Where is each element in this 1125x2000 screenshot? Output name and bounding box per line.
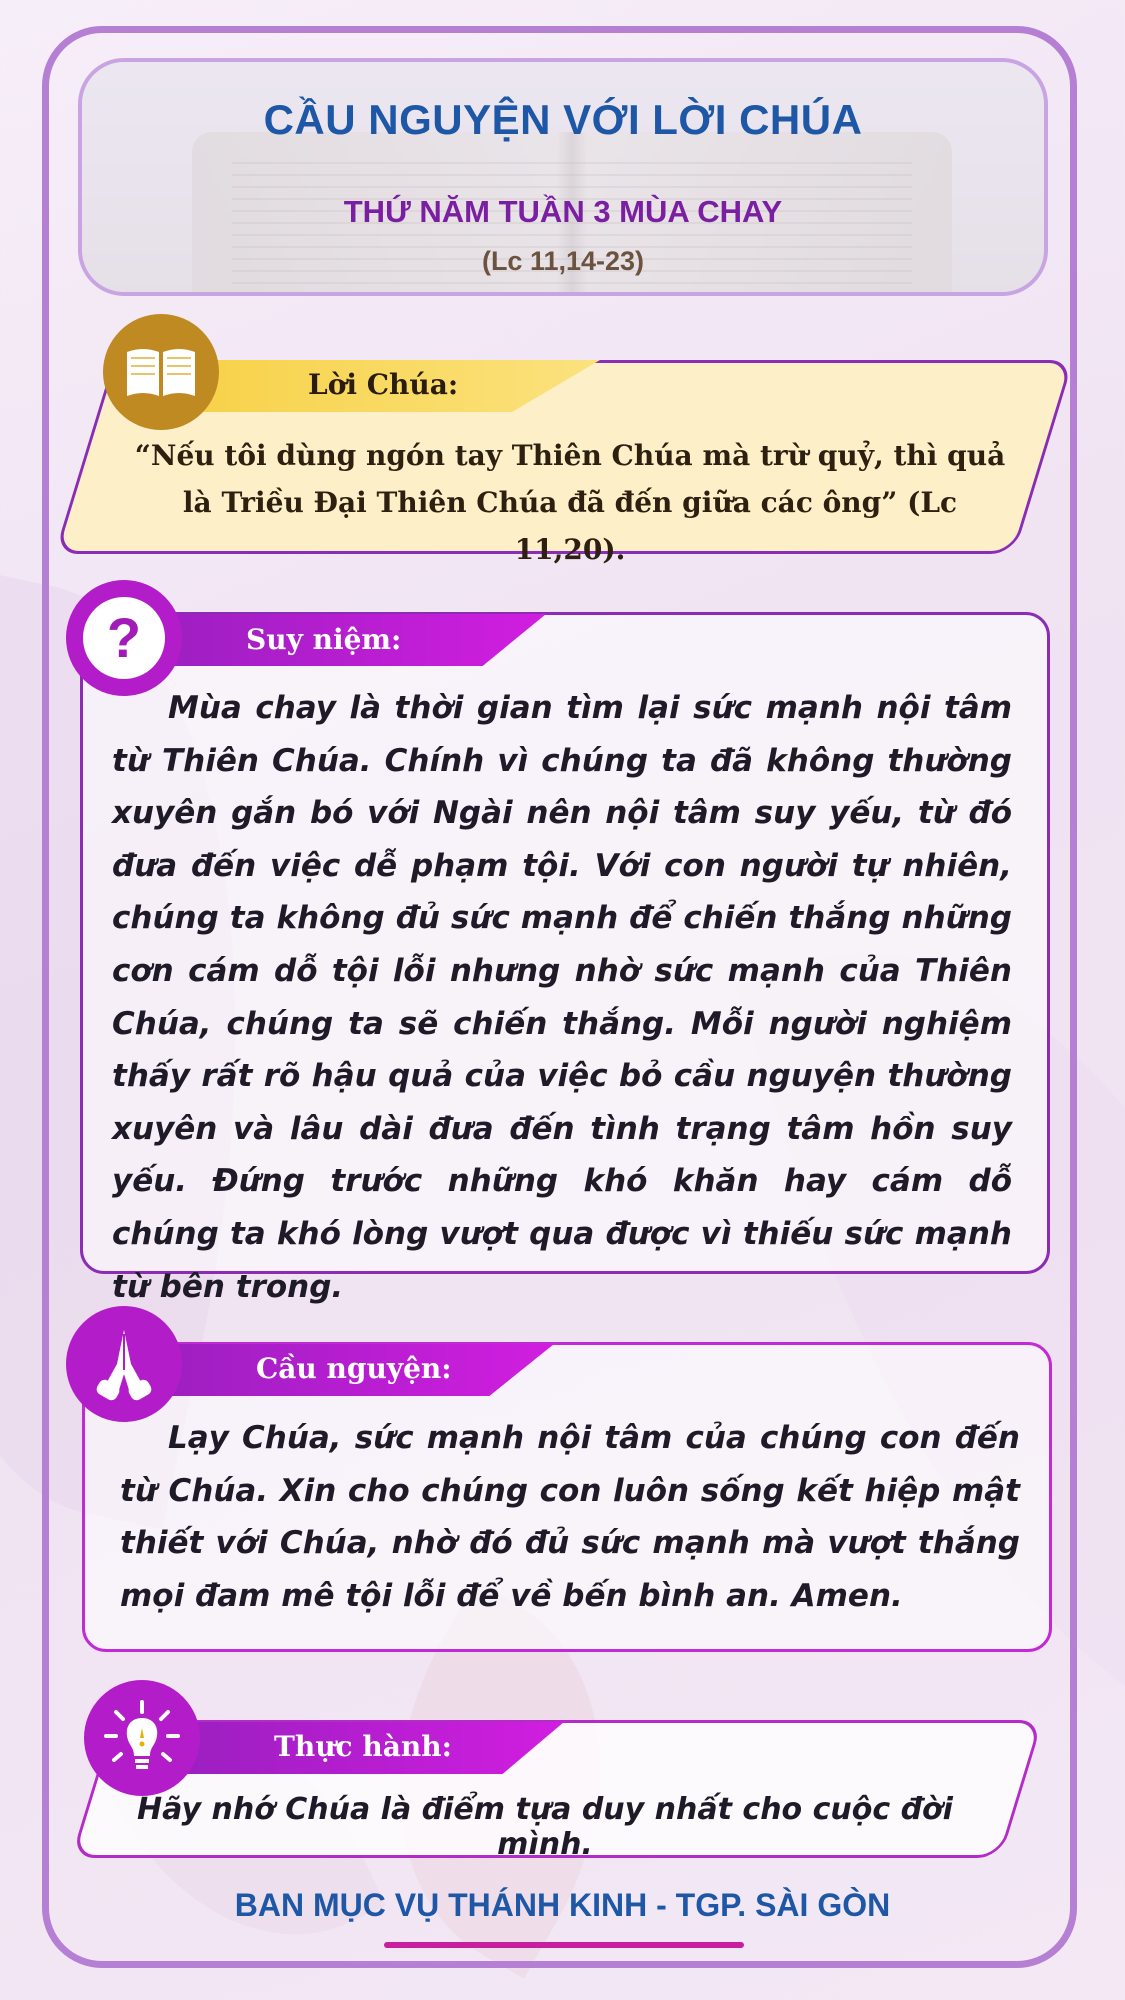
word-of-god-quote: “Nếu tôi dùng ngón tay Thiên Chúa mà trừ quỷ, thì quả là Triều Đại Thiên Chúa đã đến giữa các ông” (Lc 11,20). [134, 439, 1006, 566]
footer-underline [384, 1942, 744, 1948]
scripture-reference: (Lc 11,14-23) [481, 246, 645, 276]
practice-text: Hãy nhớ Chúa là điểm tựa duy nhất cho cuộc đời mình. [137, 1792, 953, 1862]
reflection-label: Suy niệm: [246, 623, 402, 656]
prayer-text: Lạy Chúa, sức mạnh nội tâm của chúng con đến từ Chúa. Xin cho chúng con luôn sống kết hiệp mật thiết với Chúa, nhờ đó đủ sức mạnh mà vượt thắng mọi đam mê tội lỗi để về bến bình an. Amen. [120, 1420, 1020, 1614]
page-subtitle: THỨ NĂM TUẦN 3 MÙA CHAY [343, 194, 783, 229]
open-book-icon [103, 314, 219, 430]
header-banner [78, 58, 1048, 296]
reflection-text: Mùa chay là thời gian tìm lại sức mạnh nội tâm từ Thiên Chúa. Chính vì chúng ta đã không thường xuyên gắn bó với Ngài nên nội tâm suy yếu, từ đó đưa đến việc dễ phạm tội. Với con người tự nhiên, chúng ta không đủ sức mạnh để chiến thắng những cơn cám dỗ tội lỗi nhưng nhờ sức mạnh của Thiên Chúa, chúng ta sẽ chiến thắng. Mỗi người nghiệm thấy rất rõ hậu quả của việc bỏ cầu nguyện thường xuyên và lâu dài đưa đến tình trạng tâm hồn suy yếu. Đứng trước những khó khăn hay cám dỗ chúng ta khó lòng vượt qua được vì thiếu sức mạnh từ bên trong. [112, 690, 1012, 1305]
question-icon: ? [66, 580, 182, 696]
prayer-label: Cầu nguyện: [256, 1352, 452, 1385]
page-title: CẦU NGUYỆN VỚI LỜI CHÚA [263, 96, 863, 143]
footer-organization: BAN MỤC VỤ THÁNH KINH - TGP. SÀI GÒN [234, 1887, 891, 1923]
practice-label: Thực hành: [274, 1730, 452, 1763]
word-of-god-label: Lời Chúa: [308, 368, 459, 401]
lightbulb-icon [84, 1680, 200, 1796]
praying-hands-icon [66, 1306, 182, 1422]
